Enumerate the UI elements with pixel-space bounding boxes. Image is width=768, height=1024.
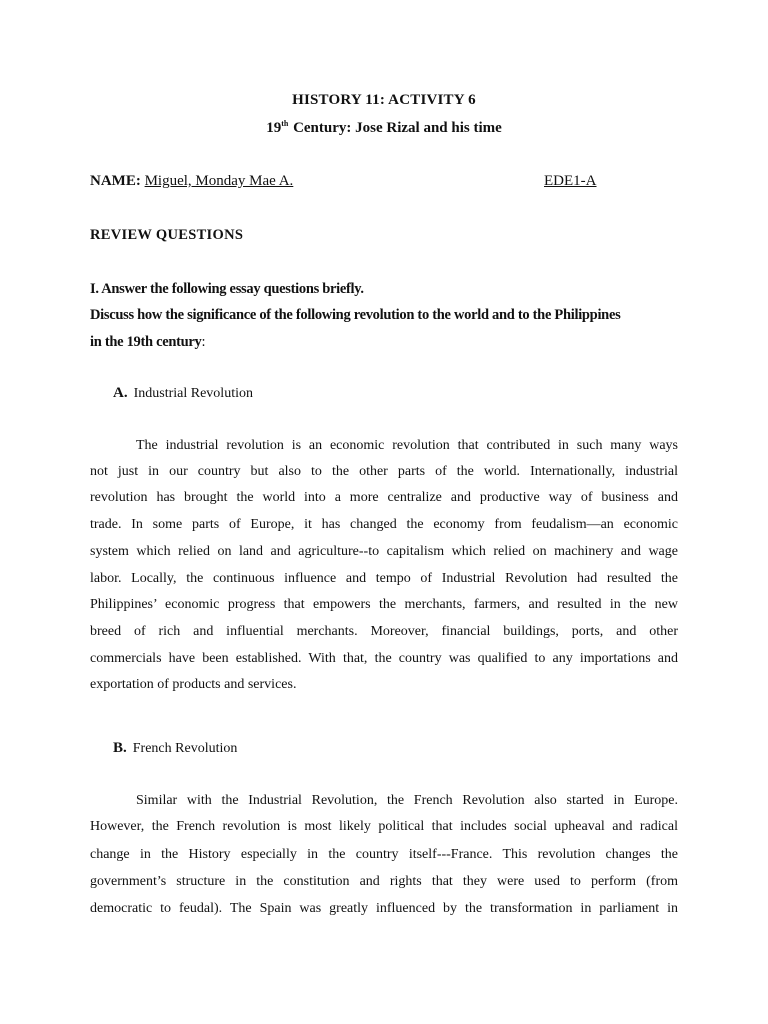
- subtitle-number: 19: [266, 120, 282, 136]
- section-a-line: revolution has brought the world into a more centralize and productive way of business and: [90, 490, 678, 505]
- section-a-letter: A.: [113, 385, 128, 401]
- section-a-line: system which relied on land and agriculture--to capitalism which relied on machinery and wage: [90, 544, 678, 559]
- section-b-line: However, the French revolution is most likely political that includes social upheaval and radical: [90, 819, 678, 834]
- name-row: [90, 173, 293, 190]
- section-a-line: commercials have been established. With that, the country was qualified to any importations and: [90, 651, 678, 666]
- name-value: Miguel, Monday Mae A.: [144, 173, 294, 189]
- section-b-line: democratic to feudal). The Spain was greatly influenced by the transformation in parliament in: [90, 901, 678, 916]
- section-b-heading: [113, 740, 237, 757]
- instruction-line-3-tail: :: [201, 334, 206, 350]
- document-subtitle: [0, 119, 768, 137]
- instruction-line-3: [90, 334, 205, 351]
- section-a-title: Industrial Revolution: [133, 386, 253, 401]
- section-a-line: not just in our country but also to the other parts of the world. Internationally, industrial: [90, 464, 678, 479]
- section-b-letter: B.: [113, 740, 127, 756]
- section-a-line: The industrial revolution is an economic revolution that contributed in such many ways: [136, 438, 678, 453]
- review-heading: REVIEW QUESTIONS: [90, 227, 244, 243]
- section-a-line: exportation of products and services.: [90, 677, 297, 692]
- section-a-heading: [113, 385, 253, 402]
- section-b-line: change in the History especially in the country itself---France. This revolution changes the: [90, 847, 678, 862]
- section-a-line: Philippines’ economic progress that empowers the merchants, farmers, and resulted in the new: [90, 597, 678, 612]
- instruction-line-3-text: in the 19th century: [90, 334, 202, 350]
- section-b-line: Similar with the Industrial Revolution, the French Revolution also started in Europe.: [136, 793, 678, 808]
- document-title: HISTORY 11: ACTIVITY 6: [292, 92, 476, 108]
- instruction-line-2: Discuss how the significance of the following revolution to the world and to the Philippines: [90, 307, 621, 323]
- subtitle-text: Century: Jose Rizal and his time: [289, 120, 502, 136]
- section-b-line: government’s structure in the constitution and rights that they were used to perform (from: [90, 874, 678, 889]
- subtitle-superscript: th: [281, 119, 289, 128]
- section-a-line: trade. In some parts of Europe, it has changed the economy from feudalism—an economic: [90, 517, 678, 532]
- instruction-line-1: I. Answer the following essay questions briefly.: [90, 281, 364, 297]
- section-a-line: labor. Locally, the continuous influence and tempo of Industrial Revolution had resulted the: [90, 571, 678, 586]
- section-b-title: French Revolution: [132, 741, 238, 756]
- name-label: NAME:: [90, 173, 141, 189]
- section-a-line: breed of rich and influential merchants. Moreover, financial buildings, ports, and other: [90, 624, 678, 639]
- section-code: EDE1-A: [544, 173, 597, 189]
